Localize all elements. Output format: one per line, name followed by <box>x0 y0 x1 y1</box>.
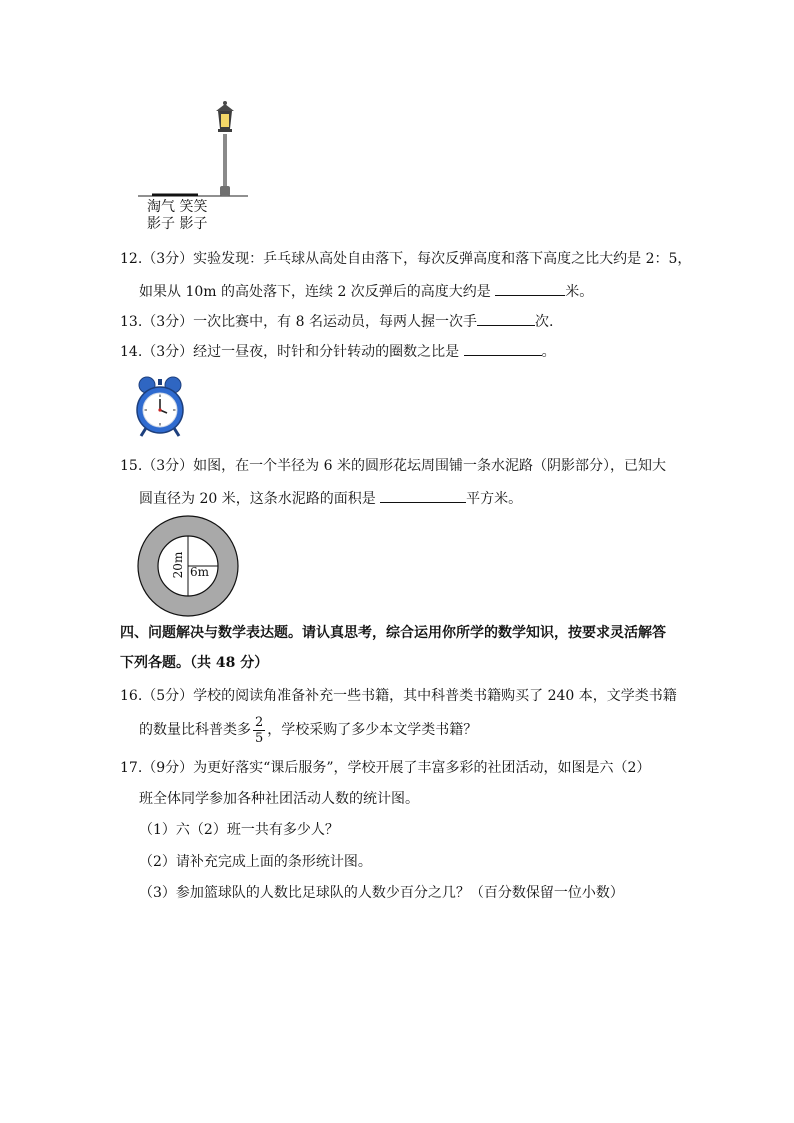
q17-sub3: （3）参加篮球队的人数比足球队的人数少百分之几？（百分数保留一位小数） <box>139 885 624 901</box>
q16-text: 的数量比科普类多 <box>139 722 251 738</box>
q12-line2 <box>139 281 593 302</box>
shadow-caption-line1: 淘气 笑笑 <box>147 199 208 215</box>
radius-label: 6m <box>190 565 210 579</box>
q17-sub1: （1）六（2）班一共有多少人？ <box>139 822 339 838</box>
fraction-numerator: 2 <box>255 714 264 730</box>
alarm-clock-icon <box>134 376 186 438</box>
shadow-caption-line2: 影子 影子 <box>147 216 208 232</box>
q16-line1: 16.（5分）学校的阅读角准备补充一些书籍，其中科普类书籍购买了 240 本，文学类书籍 <box>120 688 677 704</box>
q16-line2 <box>139 713 477 747</box>
section4-heading-line2: 下列各题。（共 48 分） <box>120 655 269 671</box>
q15-text: 圆直径为 20 米，这条水泥路的面积是 <box>139 491 381 507</box>
q17-sub2: （2）请补充完成上面的条形统计图。 <box>139 854 372 870</box>
section4-heading-line1: 四、问题解决与数学表达题。请认真思考，综合运用你所学的数学知识，按要求灵活解答 <box>120 625 666 641</box>
q13-text: 13.（3分）一次比赛中，有 8 名运动员，每两人握一次手 <box>120 314 477 330</box>
annulus-figure <box>136 514 240 618</box>
q15-unit: 平方米。 <box>466 491 523 507</box>
q14-text: 14.（3分）经过一昼夜，时针和分针转动的圈数之比是 <box>120 344 464 360</box>
q15-line1: 15.（3分）如图，在一个半径为 6 米的圆形花坛周围铺一条水泥路（阴影部分），已知大 <box>120 458 666 474</box>
q13-unit: 次. <box>534 314 554 330</box>
street-lamp-figure <box>130 100 255 200</box>
q12-line1: 12.（3分）实验发现：乒乓球从高处自由落下，每次反弹高度和落下高度之比大约是 2：5， <box>120 251 692 267</box>
q15-answer-blank[interactable] <box>380 488 466 503</box>
q16-fraction <box>253 715 265 746</box>
q14-end: 。 <box>541 344 556 360</box>
q12-text: 如果从 10m 的高处落下，连续 2 次反弹后的高度大约是 <box>139 284 496 300</box>
q17-line2: 班全体同学参加各种社团活动人数的统计图。 <box>139 791 419 807</box>
q13-answer-blank[interactable] <box>477 311 535 326</box>
diameter-label: 20m <box>171 551 185 579</box>
q14-line <box>120 341 556 362</box>
q13-line <box>120 311 553 332</box>
q12-answer-blank[interactable] <box>495 281 565 296</box>
q14-answer-blank[interactable] <box>464 341 542 356</box>
q15-line2 <box>139 488 522 509</box>
q16-question: ，学校采购了多少本文学类书籍？ <box>267 722 478 738</box>
fraction-denominator: 5 <box>255 730 264 746</box>
q17-line1: 17.（9分）为更好落实“课后服务”，学校开展了丰富多彩的社团活动，如图是六（2） <box>120 760 651 776</box>
q12-unit: 米。 <box>565 284 594 300</box>
